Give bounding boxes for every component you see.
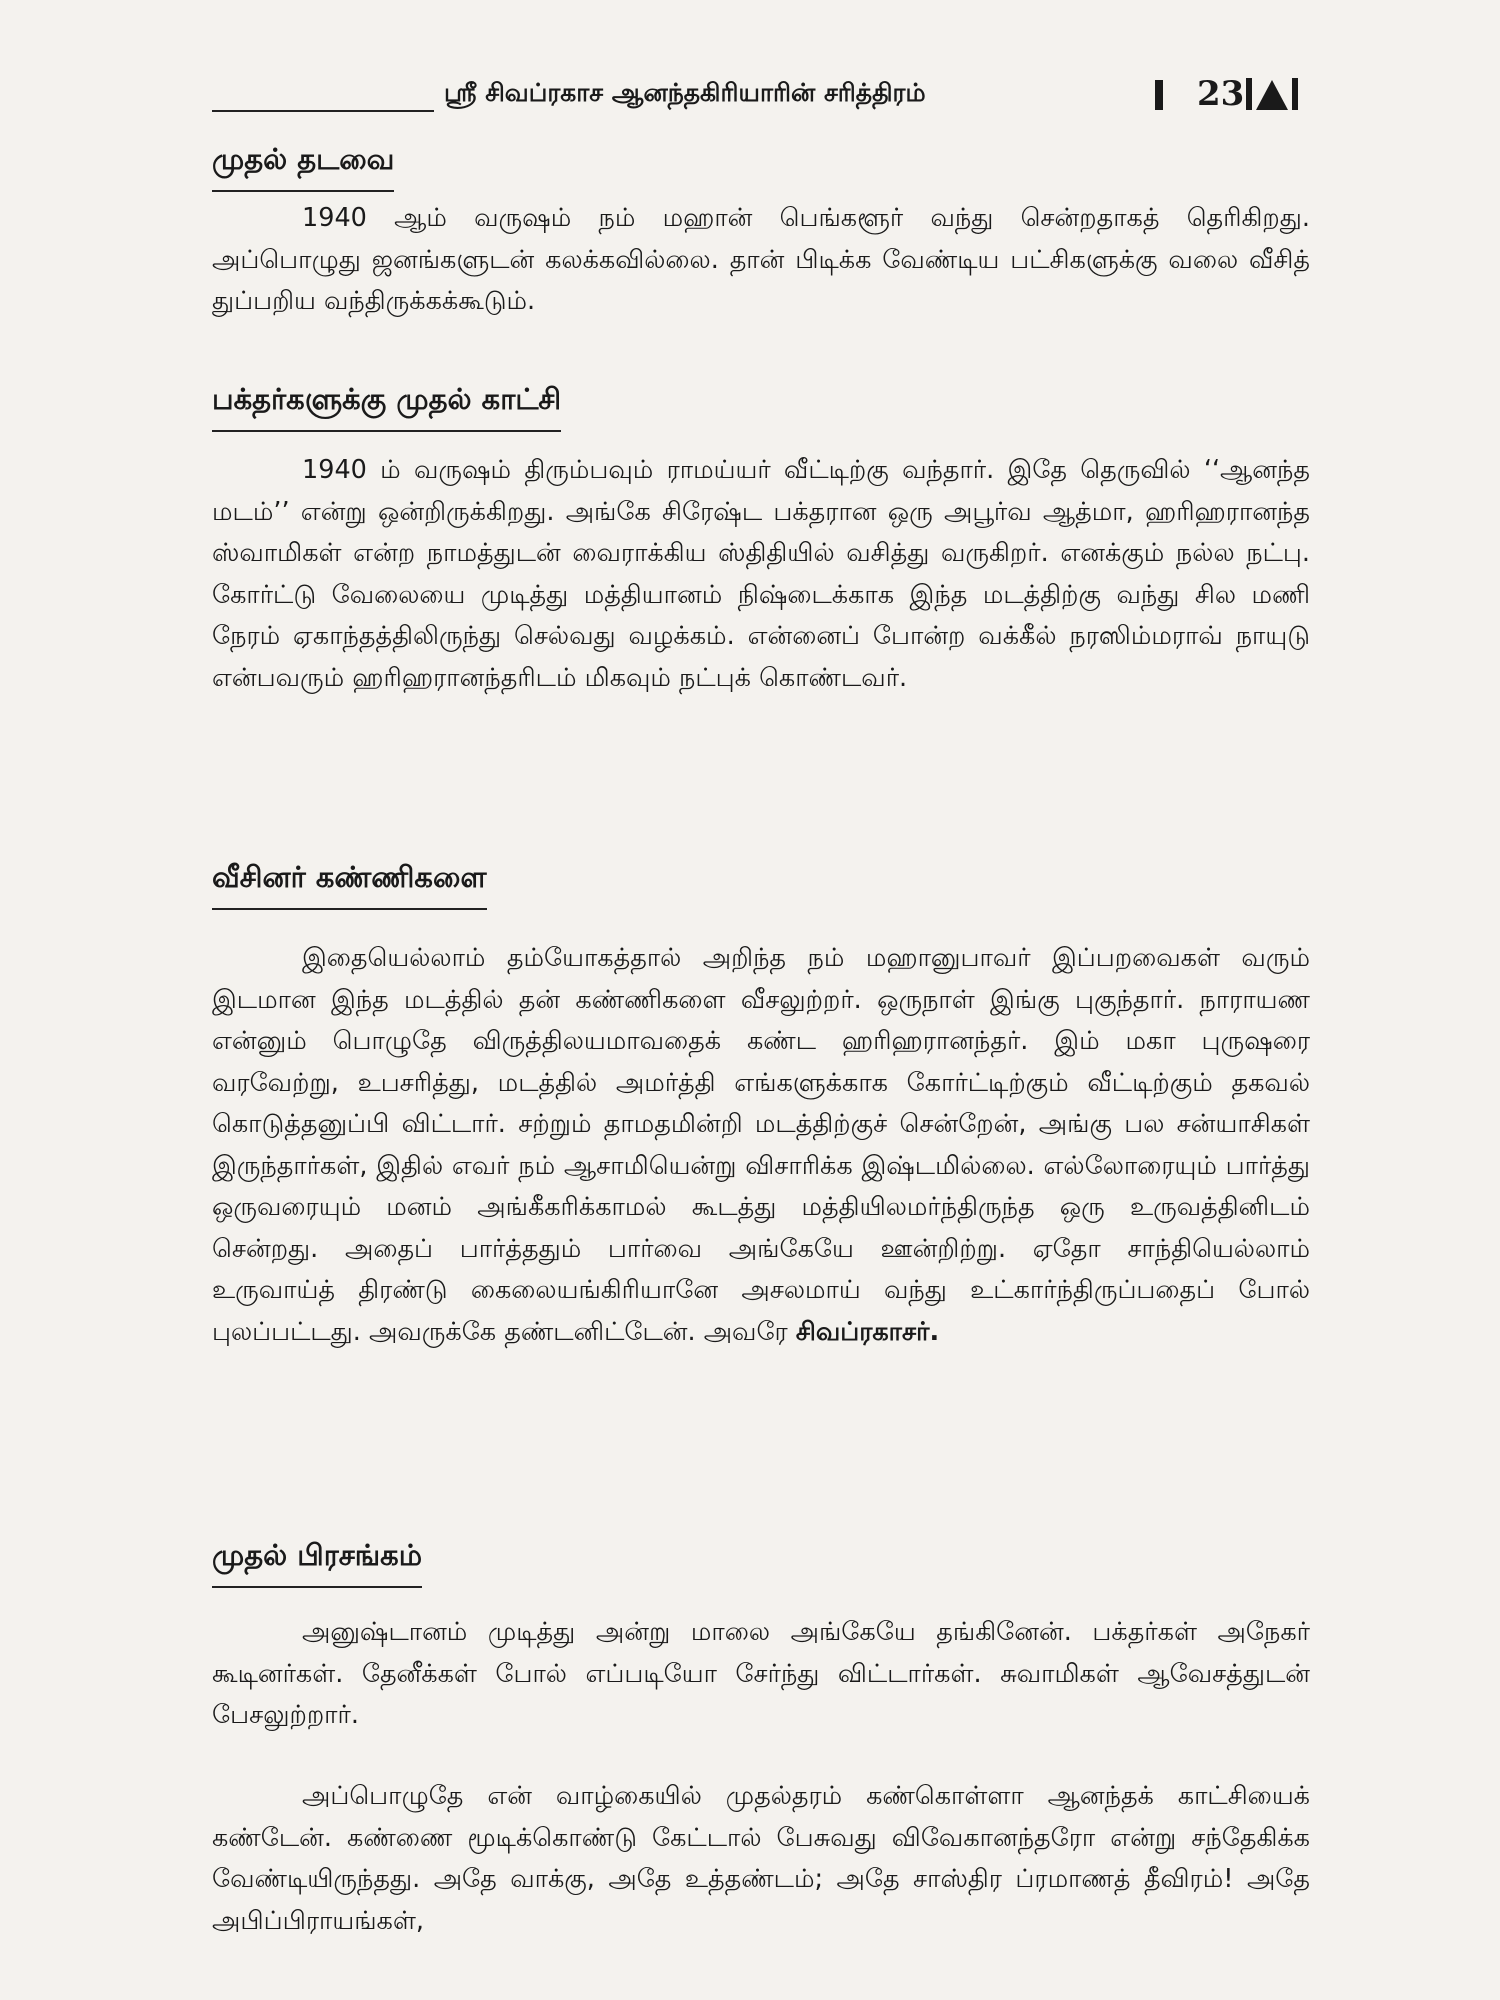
header-divider-bar [1155, 80, 1163, 110]
paragraph-text: இதையெல்லாம் தம்யோகத்தால் அறிந்த நம் மஹானுபாவர் இப்பறவைகள் வரும் இடமான இந்த மடத்தில் தன் கண்ணிகளை வீசலுற்றர். ஒருநாள் இங்கு புகுந்தார். நாராயண என்னும் பொழுதே விருத்திலயமாவதைக் கண்ட ஹரிஹரானந்தர். இம் மகா புருஷரை வரவேற்று, உபசரித்து, மடத்தில் அமர்த்தி எங்களுக்காக கோர்ட்டிற்கும் வீட்டிற்கும் தகவல் கொடுத்தனுப்பி விட்டார். சற்றும் தாமதமின்றி மடத்திற்குச் சென்றேன், அங்கு பல சன்யாசிகள் இருந்தார்கள், இதில் எவர் நம் ஆசாமியென்று விசாரிக்க இஷ்டமில்லை. எல்லோரையும் பார்த்து ஒருவரையும் மனம் அங்கீகரிக்காமல் கூடத்து மத்தியிலமர்ந்திருந்த ஒரு உருவத்தினிடம் சென்றது. அதைப் பார்த்ததும் பார்வை அங்கேயே ஊன்றிற்று. ஏதோ சாந்தியெல்லாம் உருவாய்த் திரண்டு கைலையங்கிரியானே அசலமாய் வந்து உட்கார்ந்திருப்பதைப் போல் புலப்பட்டது. அவருக்கே தண்டனிட்டேன். அவரே [212, 943, 1310, 1347]
paragraph: அப்பொழுதே என் வாழ்கையில் முதல்தரம் கண்கொள்ளா ஆனந்தக் காட்சியைக் கண்டேன். கண்ணை மூடிக்கொண்டு கேட்டால் பேசுவது விவேகானந்தரோ என்று சந்தேகிக்க வேண்டியிருந்தது. அதே வாக்கு, அதே உத்தண்டம்; அதே சாஸ்திர ப்ரமாணத் தீவிரம்! அதே அபிப்பிராயங்கள், [212, 1781, 1310, 1936]
section-heading-first-visit: முதல் தடவை [212, 142, 394, 192]
section-heading-first-darshan: பக்தர்களுக்கு முதல் காட்சி [212, 382, 561, 432]
section-heading-first-discourse: முதல் பிரசங்கம் [212, 1538, 422, 1588]
publisher-logo-icon [1246, 78, 1302, 110]
running-header [212, 74, 1302, 138]
paragraph: அனுஷ்டானம் முடித்து அன்று மாலை அங்கேயே தங்கினேன். பக்தர்கள் அநேகர் கூடினர்கள். தேனீக்கள் போல் எப்படியோ சேர்ந்து விட்டார்கள். சுவாமிகள் ஆவேசத்துடன் பேசலுற்றார். [212, 1617, 1310, 1730]
paragraph: 1940 ஆம் வருஷம் நம் மஹான் பெங்களூர் வந்து சென்றதாகத் தெரிகிறது. அப்பொழுது ஜனங்களுடன் கலக்கவில்லை. தான் பிடிக்க வேண்டிய பட்சிகளுக்கு வலை வீசித் துப்பறிய வந்திருக்கக்கூடும். [212, 203, 1310, 316]
paragraph: 1940 ம் வருஷம் திரும்பவும் ராமய்யர் வீட்டிற்கு வந்தார். இதே தெருவில் ‘‘ஆனந்த மடம்’’ என்று ஒன்றிருக்கிறது. அங்கே சிரேஷ்ட பக்தரான ஒரு அபூர்வ ஆத்மா, ஹரிஹரானந்த ஸ்வாமிகள் என்ற நாமத்துடன் வைராக்கிய ஸ்திதியில் வசித்து வருகிறர். எனக்கும் நல்ல நட்பு. கோர்ட்டு வேலையை முடித்து மத்தியானம் நிஷ்டைக்காக இந்த மடத்திற்கு வந்து சில மணி நேரம் ஏகாந்தத்திலிருந்து செல்வது வழக்கம். என்னைப் போன்ற வக்கீல் நரஸிம்மராவ் நாயுடு என்பவரும் ஹரிஹரானந்தரிடம் மிகவும் நட்புக் கொண்டவர். [212, 455, 1310, 693]
book-title: ஸ்ரீ சிவப்ரகாச ஆனந்தகிரியாரின் சரித்திரம் [444, 78, 926, 107]
section-heading-cast-nets: வீசினர் கண்ணிகளை [212, 860, 487, 910]
emphasized-name: சிவப்ரகாசர். [795, 1316, 940, 1347]
header-rule [212, 110, 434, 112]
page-number: 23 [1197, 74, 1245, 114]
paragraph [212, 938, 1310, 1353]
